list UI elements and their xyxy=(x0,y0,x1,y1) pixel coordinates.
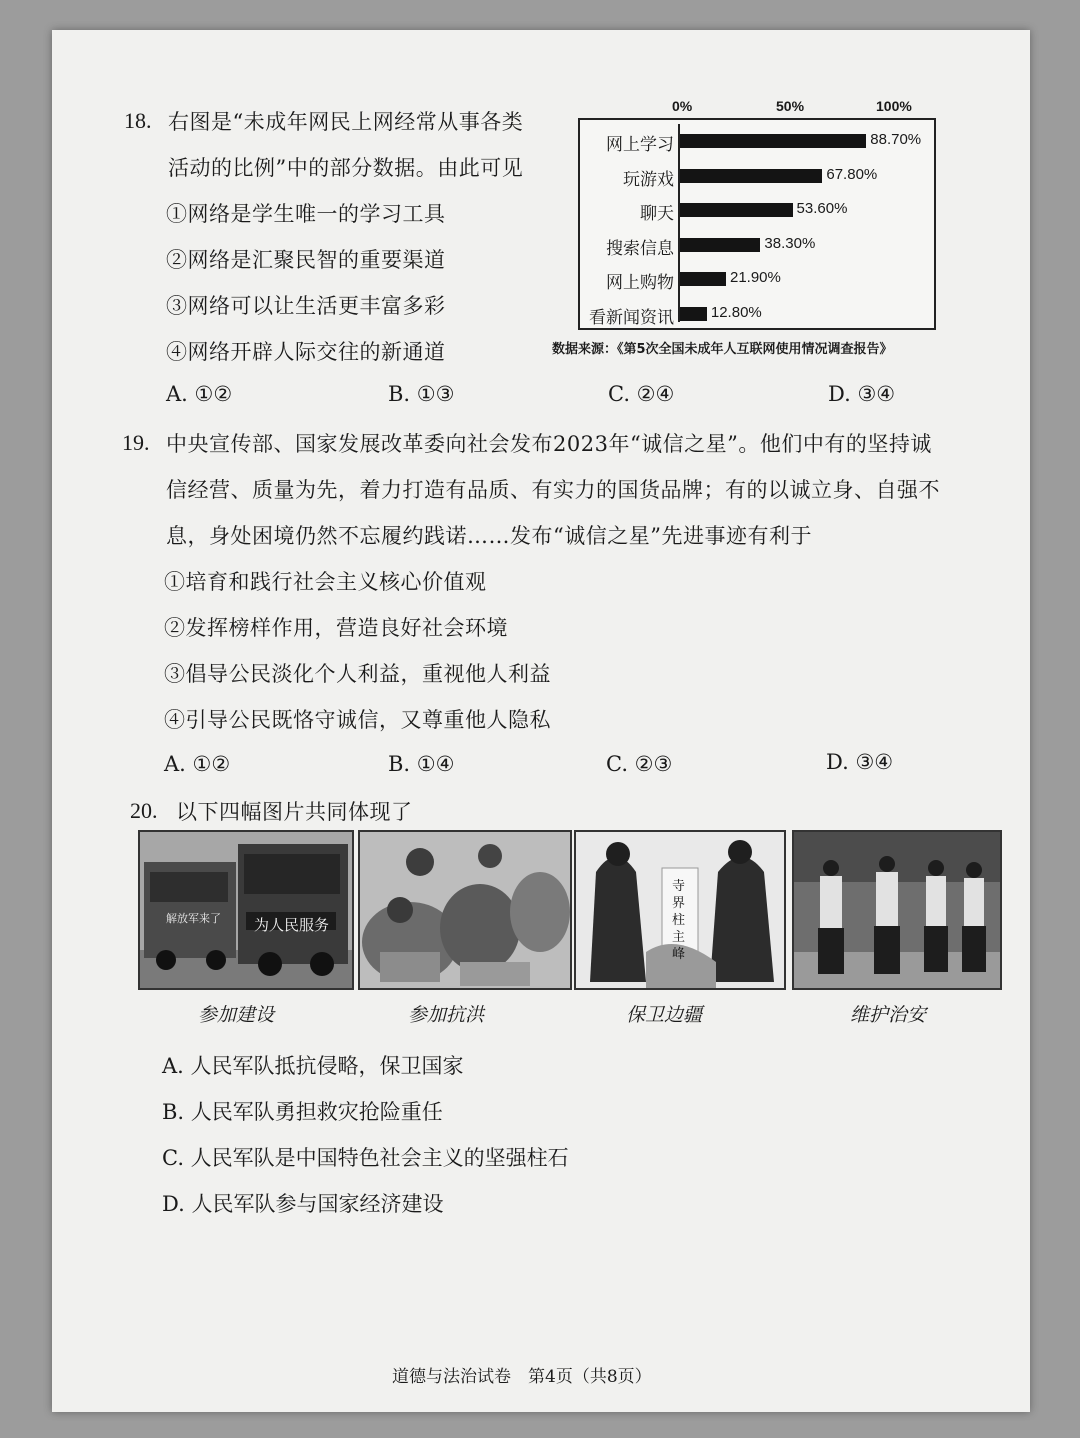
q18-stem-line2: 活动的比例”中的部分数据。由此可见 xyxy=(168,156,524,180)
q18-option-d: D. ③④ xyxy=(828,382,896,406)
chart-bar xyxy=(680,272,726,286)
page-footer: 道德与法治试卷 第4页（共8页） xyxy=(392,1367,652,1387)
q19-stem-line1: 中央宣传部、国家发展改革委向社会发布2023年“诚信之星”。他们中有的坚持诚 xyxy=(166,432,932,456)
q19-option-c: C. ②③ xyxy=(606,752,673,776)
chart-category-label: 玩游戏 xyxy=(623,169,674,190)
q18-item-1: ①网络是学生唯一的学习工具 xyxy=(166,202,446,226)
chart-bar xyxy=(680,169,822,183)
q19-item-4: ④引导公民既恪守诚信，又尊重他人隐私 xyxy=(164,708,551,732)
q19-item-1: ①培育和践行社会主义核心价值观 xyxy=(164,570,487,594)
q18-option-a: A. ①② xyxy=(166,382,233,406)
q19-item-3: ③倡导公民淡化个人利益，重视他人利益 xyxy=(164,662,551,686)
chart-value-label: 88.70% xyxy=(870,131,922,148)
q19-option-a: A. ①② xyxy=(164,752,231,776)
chart-tick-100: 100% xyxy=(876,98,912,114)
chart-category-label: 看新闻资讯 xyxy=(589,307,674,328)
caption-public-security: 维护治安 xyxy=(850,1004,927,1026)
chart-bar xyxy=(680,134,866,148)
q18-item-4: ④网络开辟人际交往的新通道 xyxy=(166,340,446,364)
q19-stem-line3: 息，身处困境仍然不忘履约践诺……发布“诚信之星”先进事迹有利于 xyxy=(166,524,812,548)
exam-page xyxy=(52,30,1030,1412)
q18-number: 18. xyxy=(124,108,152,133)
photo-flood-relief xyxy=(358,830,572,990)
q20-stem: 以下四幅图片共同体现了 xyxy=(176,800,413,824)
chart-bar xyxy=(680,238,760,252)
q19-item-2: ②发挥榜样作用，营造良好社会环境 xyxy=(164,616,508,640)
caption-flood-relief: 参加抗洪 xyxy=(408,1004,485,1026)
q20-number: 20. xyxy=(130,798,158,823)
chart-tick-50: 50% xyxy=(776,98,805,114)
chart-value-label: 12.80% xyxy=(710,303,762,321)
q18-item-2: ②网络是汇聚民智的重要渠道 xyxy=(166,248,446,272)
boundary-stone-text: 寺界柱主峰 xyxy=(672,879,686,962)
chart-category-label: 网上购物 xyxy=(606,273,674,293)
q18-stem-line1: 右图是“未成年网民上网经常从事各类 xyxy=(168,110,524,134)
q20-option-d: D. 人民军队参与国家经济建设 xyxy=(162,1192,444,1216)
q18-option-b: B. ①③ xyxy=(388,382,455,406)
chart-category-label: 搜索信息 xyxy=(606,238,674,259)
q18-item-3: ③网络可以让生活更丰富多彩 xyxy=(166,294,446,318)
q19-option-d: D. ③④ xyxy=(826,750,894,774)
chart-category-label: 网上学习 xyxy=(606,135,674,155)
q20-option-a: A. 人民军队抵抗侵略，保卫国家 xyxy=(162,1054,464,1078)
q20-option-c: C. 人民军队是中国特色社会主义的坚强柱石 xyxy=(162,1146,569,1170)
photo-construction xyxy=(138,830,354,990)
caption-construction: 参加建设 xyxy=(198,1004,275,1026)
caption-border-defense: 保卫边疆 xyxy=(626,1004,703,1026)
q20-option-b: B. 人民军队勇担救灾抢险重任 xyxy=(162,1100,443,1124)
chart-value-label: 53.60% xyxy=(796,200,848,217)
chart-category-label: 聊天 xyxy=(640,204,674,224)
chart-source: 数据来源：《第5次全国未成年人互联网使用情况调查报告》 xyxy=(552,342,893,357)
photo-public-security xyxy=(792,830,1002,990)
soldiers-sandbags-illustration xyxy=(360,832,570,988)
chart-value-label: 67.80% xyxy=(826,165,878,183)
q19-stem-line2: 信经营、质量为先，着力打造有品质、有实力的国货品牌；有的以诚立身、自强不 xyxy=(166,478,940,502)
chart-bar xyxy=(680,203,793,217)
chart-value-label: 38.30% xyxy=(764,234,816,252)
chart-y-axis xyxy=(678,124,680,322)
chart-bar xyxy=(680,307,707,321)
chart-tick-0: 0% xyxy=(672,98,693,114)
q18-option-c: C. ②④ xyxy=(608,382,675,406)
photo-border-defense xyxy=(574,830,786,990)
chart-value-label: 21.90% xyxy=(729,269,781,286)
bar-chart xyxy=(578,118,936,330)
patrol-illustration xyxy=(794,832,1000,988)
q19-number: 19. xyxy=(122,430,150,455)
q19-option-b: B. ①④ xyxy=(388,752,455,776)
truck-sign-1: 解放军来了 xyxy=(166,912,221,925)
truck-sign-2: 为人民服务 xyxy=(254,916,330,934)
